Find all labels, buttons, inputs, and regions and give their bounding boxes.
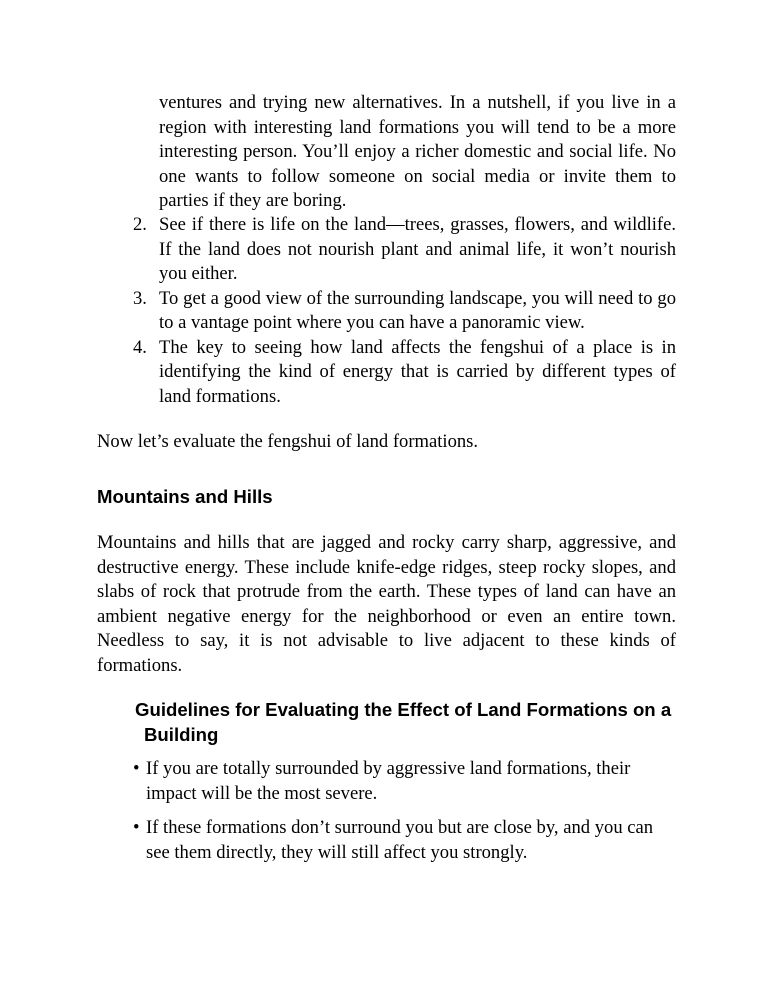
numbered-list xyxy=(133,213,676,409)
list-item-text: See if there is life on the land—trees, grasses, flowers, and wildlife. If the land does not nourish plant and animal life, it won’t nourish you either. xyxy=(159,214,676,284)
list-item-number: 3. xyxy=(133,287,147,309)
list-item-number: 4. xyxy=(133,336,147,358)
list-item xyxy=(133,336,676,410)
list-item-text: The key to seeing how land affects the fengshui of a place is in identifying the kind of energy that is carried by different types of land formations. xyxy=(159,336,676,407)
continuation-paragraph: ventures and trying new alternatives. In a nutshell, if you live in a region with interesting land formations you will tend to be a more interesting person. You’ll enjoy a richer domestic and social life. No one wants to follow someone on social media or invite them to parties if they are boring. xyxy=(159,92,676,211)
bullet-marker: • xyxy=(133,817,140,838)
bullet-item xyxy=(133,816,678,865)
list-item-number: 2. xyxy=(133,214,147,235)
intro-sentence: Now let’s evaluate the fengshui of land formations. xyxy=(97,431,479,452)
bullet-text: If these formations don’t surround you but are close by, and you can see them directly, they will still affect you strongly. xyxy=(146,817,654,863)
bullet-marker: • xyxy=(133,758,140,779)
section-heading: Mountains and Hills xyxy=(97,486,273,507)
list-item-text: To get a good view of the surrounding landscape, you will need to go to a vantage point where you can have a panoramic view. xyxy=(159,287,676,333)
list-item xyxy=(133,287,676,336)
list-item xyxy=(133,213,676,287)
bullet-item xyxy=(133,757,678,806)
subsection-heading: Guidelines for Evaluating the Effect of Land Formations on a Building xyxy=(135,699,672,745)
bullet-text: If you are totally surrounded by aggressive land formations, their impact will be the most severe. xyxy=(146,758,631,804)
bullet-list xyxy=(133,757,678,875)
section-paragraph: Mountains and hills that are jagged and rocky carry sharp, aggressive, and destructive energy. These include knife-edge ridges, steep rocky slopes, and slabs of rock that protrude from the earth. These types of land can have an ambient negative energy for the neighborhood or even an entire town. Needless to say, it is not advisable to live adjacent to these kinds of formations. xyxy=(97,532,676,676)
